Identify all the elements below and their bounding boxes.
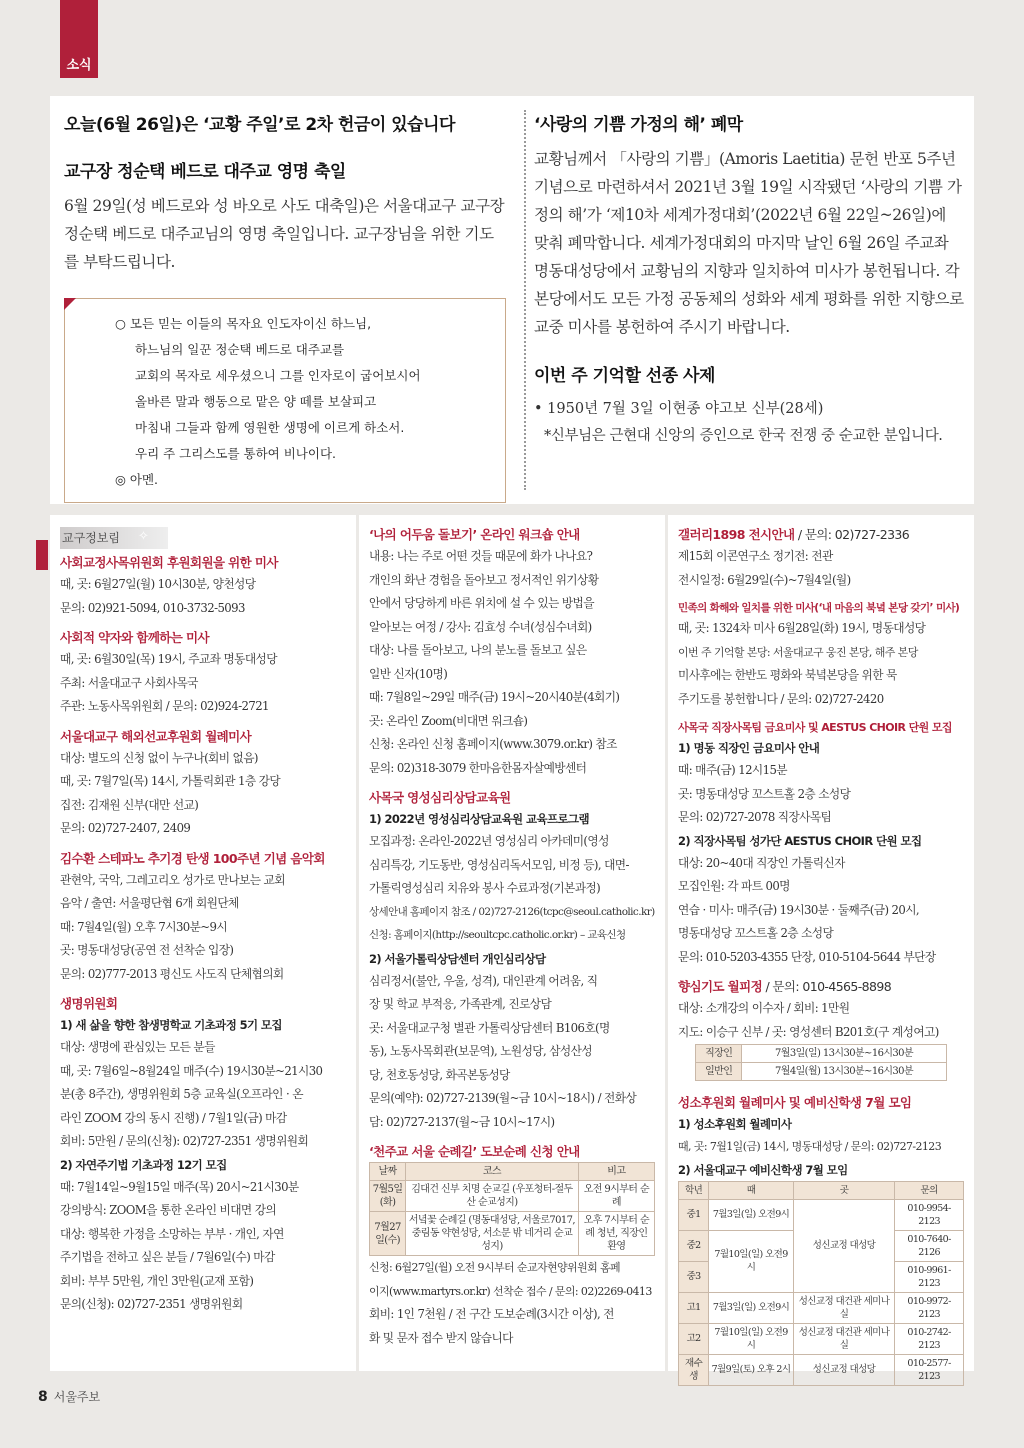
text-line: 때, 곳: 6월30일(목) 19시, 주교좌 명동대성당 [60, 652, 277, 666]
table-cell: 010-9961-2123 [895, 1261, 964, 1292]
table-header: 비고 [578, 1163, 654, 1181]
text-line: 모집과정: 온라인-2022년 영성심리 아카데미(영성 [369, 834, 609, 848]
text-line: 대상: 행복한 가정을 소망하는 부부 · 개인, 자연 [60, 1226, 284, 1241]
text-line: 때, 곳: 7월1일(금) 14시, 명동대성당 / 문의: 02)727-2123 [678, 1140, 942, 1153]
text-line: 회비: 부부 5만원, 개인 3만원(교재 포함) [60, 1273, 254, 1288]
section-title: 김수환 스테파노 추기경 탄생 100주년 기념 음악회 [60, 850, 325, 866]
table-cell: 010-9972-2123 [895, 1292, 964, 1323]
publication-name: 서울주보 [53, 1390, 101, 1404]
table-cell: 7월3일(일) 13시30분~16시30분 [742, 1045, 947, 1063]
text-line: 지도: 이승구 신부 / 곳: 영성센터 B201호(구 계성여고) [678, 1024, 939, 1039]
text-line: 미사후에는 한반도 평화와 북녘본당을 위한 묵 [678, 668, 897, 682]
section-title: ‘나의 어두움 돌보기’ 온라인 워크숍 안내 [369, 527, 580, 542]
text-line: 때: 7월14일~9월15일 매주(목) 20시~21시30분 [60, 1179, 299, 1194]
prayer-line: 올바른 말과 행동으로 맡은 양 떼를 보살피고 [135, 394, 377, 409]
text-line: 문의: 02)727-2078 직장사목팀 [678, 810, 832, 824]
text-line: 장 및 학교 부적응, 가족관계, 진로상담 [369, 997, 552, 1011]
text-line: 제15회 이콘연구소 정기전: 전관 [678, 549, 833, 563]
table-header: 때 [709, 1181, 794, 1199]
sub-title: 1) 성소후원회 월례미사 [678, 1117, 792, 1131]
notice-header [50, 515, 356, 545]
section-title: 성소후원회 월례미사 및 예비신학생 7월 모임 [678, 1095, 912, 1110]
text-line: 때, 곳: 7월6일~8월24일 매주(수) 19시30분~21시30 [60, 1063, 323, 1078]
text-line: 주최: 서울대교구 사회사목국 [60, 675, 198, 690]
table-header: 코스 [406, 1163, 579, 1181]
text-line: 일반 신자(10명) [369, 666, 448, 681]
text-line: 관현악, 국악, 그레고리오 성가로 만나보는 교회 [60, 872, 285, 887]
table-row [679, 1292, 964, 1323]
text-line: 문의: 02)921-5094, 010-3732-5093 [60, 600, 245, 615]
text-line: 곳: 온라인 Zoom(비대면 워크숍) [369, 713, 528, 728]
text-line: 심리특강, 기도동반, 영성심리독서모임, 비정 등), 대면- [369, 857, 629, 872]
column-2 [359, 515, 665, 1371]
section-title: 사회적 약자와 함께하는 미사 [60, 630, 209, 645]
sub-title: 2) 자연주기법 기초과정 12기 모집 [60, 1157, 227, 1172]
prayer-line: ◎ 아멘. [115, 472, 159, 487]
table-cell: 중2 [679, 1230, 709, 1261]
table-cell: 중3 [679, 1261, 709, 1292]
table-cell: 010-2742-2123 [895, 1323, 964, 1354]
section-title-tail: / 문의: 010-4565-8898 [762, 979, 892, 994]
prayer-retreat-table [695, 1044, 947, 1081]
table-header-row [370, 1163, 655, 1181]
table-cell: 재수생 [679, 1354, 709, 1385]
text-line: 대상: 나를 돌아보고, 나의 분노를 돌보고 싶은 [369, 643, 587, 657]
table-cell: 일반인 [696, 1063, 742, 1081]
table-cell: 성신교정 대건관 세미나실 [793, 1323, 894, 1354]
section-title: 생명위원회 [60, 996, 118, 1011]
seminarian-table [678, 1181, 964, 1386]
table-cell: 오후 7시부터 순례 청년, 직장인 환영 [578, 1212, 654, 1256]
table-row [370, 1212, 655, 1256]
text-line: 문의: 02)727-2407, 2409 [60, 821, 191, 835]
table-header: 문의 [895, 1181, 964, 1199]
notice-header-label: 교구정보림 [62, 531, 120, 545]
text-line: 전시일정: 6월29일(수)~7월4일(월) [678, 572, 851, 587]
table-cell: 010-7640-2126 [895, 1230, 964, 1261]
star-icon: ✧ [138, 529, 149, 544]
table-cell: 서녘꽃 순례길 (명동대성당, 서울로7017, 중림동 약현성당, 서소문 밖 네거리 순교성지) [406, 1212, 579, 1256]
text-line: 때, 곳: 7월7일(목) 14시, 가톨릭회관 1층 강당 [60, 774, 281, 788]
text-line: 모집인원: 각 파트 00명 [678, 879, 790, 893]
section-title: 서울대교구 해외선교후원회 월례미사 [60, 728, 252, 744]
page-footer [38, 1388, 100, 1405]
text-line: 라인 ZOOM 강의 동시 진행) / 7월1일(금) 마감 [60, 1110, 287, 1125]
text-line: 명동대성당 꼬스트홀 2층 소성당 [678, 926, 834, 940]
table-cell: 7월4일(월) 13시30분~16시30분 [742, 1063, 947, 1081]
deceased-priest-line: • 1950년 7월 3일 이현종 야고보 신부(28세) [534, 401, 824, 417]
prayer-line: 교회의 목자로 세우셨으니 그를 인자로이 굽어보시어 [135, 368, 421, 383]
text-line: 화 및 문자 접수 받지 않습니다 [369, 1330, 513, 1345]
column-divider [524, 110, 526, 490]
prayer-box [64, 298, 506, 503]
text-line: 때, 곳: 1324차 미사 6월28일(화) 19시, 명동대성당 [678, 621, 926, 635]
table-cell: 7월10일(일) 오전9시 [709, 1323, 794, 1354]
text-line: 동), 노동사목회관(보문역), 노원성당, 삼성산성 [369, 1044, 592, 1058]
text-line: 곳: 서울대교구청 별관 가톨릭상담센터 B106호(명 [369, 1020, 610, 1035]
table-cell: 성신교정 대성당 [793, 1354, 894, 1385]
column-3 [668, 515, 974, 1382]
table-cell: 010-2577-2123 [895, 1354, 964, 1385]
section-title: ‘천주교 서울 순례길’ 도보순례 신청 안내 [369, 1144, 580, 1159]
feast-title: 교구장 정순택 베드로 대주교 영명 축일 [64, 162, 346, 182]
text-line: 문의(예약): 02)727-2139(월~금 10시~18시) / 전화상 [369, 1091, 637, 1105]
table-row [679, 1199, 964, 1230]
prayer-line: 하느님의 일꾼 정순택 베드로 대주교를 [135, 342, 345, 357]
table-cell: 고1 [679, 1292, 709, 1323]
section-tab: 소식 [60, 0, 98, 78]
text-line: 문의: 02)777-2013 평신도 사도직 단체협의회 [60, 966, 284, 981]
section-title-main: 갤러리1898 전시안내 [678, 527, 795, 542]
table-row [679, 1323, 964, 1354]
text-line: 주기도를 봉헌합니다 / 문의: 02)727-2420 [678, 691, 884, 706]
text-line: 음악 / 출연: 서울평단협 6개 회원단체 [60, 896, 239, 910]
table-cell: 7월5일(화) [370, 1181, 406, 1212]
text-line: 때: 7월4일(월) 오후 7시30분~9시 [60, 919, 228, 934]
text-line: 때: 7월8일~29일 매주(금) 19시~20시40분(4회기) [369, 690, 620, 704]
text-line: 신청: 온라인 신청 홈페이지(www.3079.or.kr) 참조 [369, 737, 617, 751]
section-title [678, 977, 964, 995]
left-accent-bar [36, 540, 50, 570]
text-line: 개인의 화난 경험을 돌아보고 정서적인 위기상황 [369, 572, 599, 587]
top-left-column [64, 110, 506, 503]
text-line: 때: 매주(금) 12시15분 [678, 763, 787, 777]
text-line: 알아보는 여정 / 강사: 김효성 수녀(성심수녀회) [369, 619, 592, 634]
sub-title: 2) 서울대교구 예비신학생 7월 모임 [678, 1162, 848, 1177]
sub-title: 1) 명동 직장인 금요미사 안내 [678, 741, 820, 755]
text-line: 회비: 1인 7천원 / 전 구간 도보순례(3시간 이상), 전 [369, 1307, 614, 1321]
text-line: 신청: 홈페이지(http://seoultcpc.catholic.or.kr) – 교육신청 [369, 929, 626, 941]
text-line: 대상: 20~40대 직장인 가톨릭신자 [678, 855, 845, 870]
text-line: 내용: 나는 주로 어떤 것들 때문에 화가 나나요? [369, 549, 593, 563]
text-line: 심리정서(불안, 우울, 성격), 대인관계 어려움, 직 [369, 973, 598, 988]
table-header-row [679, 1181, 964, 1199]
text-line: 대상: 소개강의 이수자 / 회비: 1만원 [678, 1001, 850, 1015]
family-year-title: ‘사랑의 기쁨 가정의 해’ 폐막 [534, 115, 743, 135]
section-title: 사목국 영성심리상담교육원 [369, 790, 511, 805]
section-title [678, 525, 964, 543]
table-header: 학년 [679, 1181, 709, 1199]
text-line: 대상: 별도의 신청 없이 누구나(회비 없음) [60, 750, 258, 765]
section-title: 민족의 화해와 일치를 위한 미사(‘내 마음의 북녘 본당 갖기’ 미사) [678, 602, 960, 614]
text-line: 곳: 명동대성당(공연 전 선착순 입장) [60, 943, 234, 957]
sub-title: 1) 2022년 영성심리상담교육원 교육프로그램 [369, 812, 590, 826]
text-line: 회비: 5만원 / 문의(신청): 02)727-2351 생명위원회 [60, 1134, 309, 1148]
text-line: 담: 02)727-2137(월~금 10시~17시) [369, 1114, 555, 1129]
table-row [696, 1045, 947, 1063]
pope-sunday-title: 오늘(6월 26일)은 ‘교황 주일’로 2차 헌금이 있습니다 [64, 115, 455, 135]
text-line: 이지(www.martyrs.or.kr) 선착순 접수 / 문의: 02)2269-0413 [369, 1284, 652, 1298]
text-line: 주관: 노동사목위원회 / 문의: 02)924-2721 [60, 699, 269, 713]
text-line: 분(총 8주간), 생명위원회 5층 교육실(오프라인 · 온 [60, 1087, 303, 1101]
section-title-main: 향심기도 월피정 [678, 979, 763, 994]
text-line: 곳: 명동대성당 꼬스트홀 2층 소성당 [678, 786, 851, 801]
text-line: 주기법을 전하고 싶은 분들 / 7월6일(수) 마감 [60, 1250, 275, 1264]
family-year-body: 교황님께서 「사랑의 기쁨」(Amoris Laetitia) 문헌 반포 5주년 기념으로 마련하셔서 2021년 3월 19일 시작됐던 ‘사랑의 기쁨 가정의 해’가 ‘제10차 세계가정대회’(2022년 6월 22일~26일)에 맞춰 폐막합니다. 세계가정대회의 마지막 날인 6월 26일 주교좌 명동대성당에서 교황님의 지향과 일치하여 미사가 봉헌됩니다. 각 본당에서도 모든 가정 공동체의 성화와 세계 평화를 위한 지향으로 교중 미사를 봉헌하여 주시기 바랍니다. [534, 150, 964, 336]
text-line: 상세안내 홈페이지 참조 / 02)727-2126(tcpc@seoul.catholic.kr) [369, 905, 655, 918]
sub-title: 2) 직장사목팀 성가단 AESTUS CHOIR 단원 모집 [678, 833, 922, 848]
table-cell: 7월9일(토) 오후 2시 [709, 1354, 794, 1385]
table-cell: 성신교정 대건관 세미나실 [793, 1292, 894, 1323]
feast-body: 6월 29일(성 베드로와 성 바오로 사도 대축일)은 서울대교구 교구장 정순택 베드로 대주교님의 영명 축일입니다. 교구장님을 위한 기도를 부탁드립니다. [64, 197, 505, 271]
table-header: 날짜 [370, 1163, 406, 1181]
sub-title: 1) 새 삶을 향한 참생명학교 기초과정 5기 모집 [60, 1018, 282, 1032]
table-cell: 오전 9시부터 순례 [578, 1181, 654, 1212]
text-line: 연습 · 미사: 매주(금) 19시30분 · 둘째주(금) 20시, [678, 902, 920, 917]
text-line: 가톨릭영성심리 치유와 봉사 수료과정(기본과정) [369, 881, 601, 895]
table-cell: 중1 [679, 1199, 709, 1230]
table-row [696, 1063, 947, 1081]
table-cell: 김대건 신부 치명 순교길 (우포청터-절두산 순교성지) [406, 1181, 579, 1212]
column-1 [50, 515, 356, 1371]
table-row [370, 1181, 655, 1212]
text-line: 강의방식: ZOOM을 통한 온라인 비대면 강의 [60, 1203, 277, 1217]
text-line: 문의(신청): 02)727-2351 생명위원회 [60, 1297, 243, 1311]
pilgrimage-table [369, 1162, 655, 1256]
deceased-priest-note: *신부님은 근현대 신앙의 증인으로 한국 전쟁 중 순교한 분입니다. [544, 428, 943, 444]
top-right-column [534, 110, 964, 450]
top-notice-box [50, 96, 974, 504]
section-title: 사회교정사목위원회 후원회원을 위한 미사 [60, 555, 278, 570]
text-line: 이번 주 기억할 본당: 서울대교구 웅진 본당, 해주 본당 [678, 645, 918, 659]
table-cell: 7월10일(일) 오전9시 [709, 1230, 794, 1292]
text-line: 신청: 6월27일(월) 오전 9시부터 순교자현양위원회 홈페 [369, 1261, 621, 1274]
text-line: 때, 곳: 6월27일(월) 10시30분, 양천성당 [60, 577, 256, 591]
prayer-line: 우리 주 그리스도를 통하여 비나이다. [135, 446, 336, 461]
prayer-line: 마침내 그들과 함께 영원한 생명에 이르게 하소서. [135, 420, 405, 435]
prayer-line: ○ 모든 믿는 이들의 목자요 인도자이신 하느님, [115, 316, 372, 331]
table-cell: 성신교정 대성당 [793, 1199, 894, 1292]
table-cell: 7월3일(일) 오전9시 [709, 1199, 794, 1230]
table-cell: 직장인 [696, 1045, 742, 1063]
table-cell: 7월27일(수) [370, 1212, 406, 1256]
text-line: 문의: 02)318-3079 한마음한몸자살예방센터 [369, 760, 587, 775]
sub-title: 2) 서울가톨릭상담센터 개인심리상담 [369, 951, 546, 966]
page-number: 8 [38, 1389, 48, 1405]
text-line: 문의: 010-5203-4355 단장, 010-5104-5644 부단장 [678, 949, 936, 964]
table-cell: 7월3일(일) 오전9시 [709, 1292, 794, 1323]
table-row [679, 1354, 964, 1385]
table-cell: 고2 [679, 1323, 709, 1354]
text-line: 집전: 김재원 신부(대만 선교) [60, 797, 199, 812]
text-line: 안에서 당당하게 바른 위치에 설 수 있는 방법을 [369, 596, 594, 610]
text-line: 당, 천호동성당, 화곡본동성당 [369, 1067, 510, 1082]
deceased-priest-title: 이번 주 기억할 선종 사제 [534, 366, 715, 386]
section-title: 사목국 직장사목팀 금요미사 및 AESTUS CHOIR 단원 모집 [678, 721, 952, 734]
table-header: 곳 [793, 1181, 894, 1199]
table-cell: 010-9954-2123 [895, 1199, 964, 1230]
text-line: 대상: 생명에 관심있는 모든 분들 [60, 1040, 215, 1054]
section-title-tail: / 문의: 02)727-2336 [794, 527, 910, 542]
